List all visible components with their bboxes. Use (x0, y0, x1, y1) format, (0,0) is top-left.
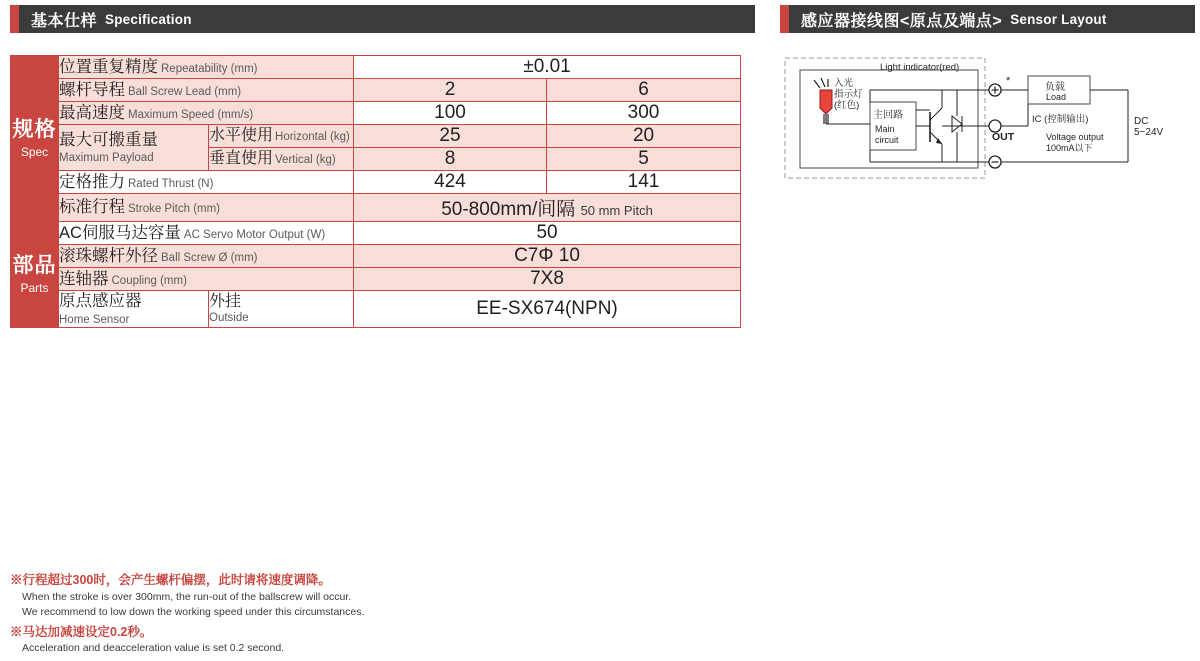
label-cn: 标准行程 (59, 198, 125, 216)
accent-bar (780, 5, 789, 33)
spec-header-body (19, 5, 755, 33)
out-label: OUT (992, 131, 1015, 143)
sensor-section-header (780, 5, 1195, 33)
main-circuit-cn: 主回路 (873, 110, 903, 121)
value-ac-servo-motor-output: 50 (354, 222, 741, 245)
label-en: Rated Thrust (N) (128, 177, 214, 190)
value-repeatability: ±0.01 (354, 56, 741, 79)
voltage-output-line2: 100mA以下 (1046, 143, 1093, 153)
row-sublabel-outside (209, 291, 354, 328)
label-cn: 定格推力 (59, 172, 125, 191)
specification-table-wrapper (10, 55, 740, 328)
row-label-repeatability (59, 56, 354, 79)
sensor-title-en: Sensor Layout (1010, 11, 1107, 27)
sensor-wiring-diagram (780, 50, 1195, 210)
label-en: AC Servo Motor Output (W) (183, 228, 326, 241)
label-cn: 连轴器 (59, 269, 109, 288)
footnote-2-en-line1: Acceleration and deacceleration value is set 0.2 second. (22, 642, 285, 655)
value-vertical-b: 5 (547, 148, 741, 171)
value-horizontal-a: 25 (354, 125, 547, 148)
sensor-title-cn: 感应器接线图<原点及端点> (801, 12, 1003, 30)
led-indicator-icon (814, 78, 832, 124)
value-ball-screw-diameter: C7Φ 10 (354, 245, 741, 268)
load-cn: 负载 (1045, 82, 1065, 93)
value-maximum-speed-b: 300 (547, 102, 741, 125)
footnote-1-en-line1: When the stroke is over 300mm, the run-out of the ballscrew will occur. (22, 590, 352, 603)
label-en: Ball Screw Lead (mm) (128, 85, 242, 98)
sublabel-en: Vertical (kg) (275, 154, 336, 167)
row-label-maximum-speed (59, 102, 354, 125)
row-label-ball-screw-diameter (59, 245, 354, 268)
row-label-stroke-pitch (59, 194, 354, 222)
value-maximum-speed-a: 100 (354, 102, 547, 125)
table-row (11, 171, 741, 194)
spec-section-header (10, 5, 755, 33)
spec-title-en: Specification (105, 11, 192, 27)
label-cn: AC伺服马达容量 (59, 223, 181, 242)
voltage-output-line1: Voltage output (1046, 132, 1104, 142)
side-label-parts-cn: 部品 (12, 254, 57, 278)
value-stroke-pitch (354, 194, 741, 222)
table-row (11, 291, 741, 328)
side-label-parts (11, 222, 59, 328)
main-circuit-en1: Main (875, 124, 895, 134)
value-stroke-pitch-suffix: 50 mm Pitch (580, 203, 653, 218)
light-indicator-label-en: Light indicator(red) (880, 62, 960, 73)
specification-table (10, 55, 741, 328)
table-row (11, 245, 741, 268)
table-row (11, 268, 741, 291)
value-ball-screw-lead-a: 2 (354, 79, 547, 102)
value-rated-thrust-b: 141 (547, 171, 741, 194)
label-en: Stroke Pitch (mm) (128, 203, 221, 215)
footnote-1 (10, 572, 750, 620)
value-ball-screw-lead-b: 6 (547, 79, 741, 102)
label-en: Coupling (mm) (111, 274, 187, 287)
label-en: Home Sensor (59, 313, 130, 326)
table-row (11, 194, 741, 222)
side-label-spec-en: Spec (20, 144, 49, 159)
sublabel-cn: 垂直使用 (209, 150, 274, 168)
row-sublabel-vertical (209, 148, 354, 171)
label-cn: 螺杆导程 (59, 80, 125, 99)
footnote-1-en-line2: We recommend to low down the working speed under this circumstances. (22, 605, 365, 618)
label-en: Ball Screw Ø (mm) (161, 251, 258, 264)
value-home-sensor: EE-SX674(NPN) (354, 291, 741, 328)
label-cn: 最大可搬重量 (59, 130, 158, 149)
table-row (11, 125, 741, 148)
transistor-icon (916, 90, 942, 162)
dc-label-line1: DC (1134, 116, 1149, 127)
sublabel-cn: 水平使用 (209, 127, 274, 145)
label-en: Maximum Payload (59, 152, 154, 165)
value-rated-thrust-a: 424 (354, 171, 547, 194)
value-vertical-a: 8 (354, 148, 547, 171)
ic-label: IC (控制输出) (1032, 114, 1089, 125)
asterisk-mark: * (1006, 75, 1011, 87)
label-cn: 位置重复精度 (59, 57, 158, 76)
spec-title-cn: 基本仕样 (31, 12, 98, 30)
row-label-coupling (59, 268, 354, 291)
side-label-spec (11, 56, 59, 222)
row-label-ac-servo-motor-output (59, 222, 354, 245)
sublabel-cn: 外挂 (209, 293, 242, 310)
footnote-1-cn: ※行程超过300时，会产生螺杆偏摆，此时请将速度调降。 (10, 573, 331, 587)
value-stroke-pitch-main: 50-800mm/间隔 (441, 199, 576, 220)
side-label-spec-cn: 规格 (12, 118, 57, 142)
load-en: Load (1046, 92, 1067, 102)
label-cn: 原点感应器 (59, 292, 142, 310)
dc-label-line2: 5~24V (1134, 127, 1164, 138)
accent-bar (10, 5, 19, 33)
light-in-label-cn2: 指示灯 (834, 89, 863, 100)
sublabel-en: Horizontal (kg) (275, 131, 350, 144)
table-row (11, 222, 741, 245)
main-circuit-en2: circuit (875, 135, 899, 145)
label-cn: 最高速度 (59, 103, 125, 122)
label-en: Repeatability (mm) (161, 62, 258, 75)
light-in-label-cn: 入光 (834, 78, 854, 89)
table-row (11, 102, 741, 125)
table-row (11, 79, 741, 102)
sensor-diagram-svg (780, 50, 1195, 210)
row-label-ball-screw-lead (59, 79, 354, 102)
row-label-maximum-payload (59, 125, 209, 171)
value-horizontal-b: 20 (547, 125, 741, 148)
sensor-header-body (789, 5, 1195, 33)
row-sublabel-horizontal (209, 125, 354, 148)
footnote-2-cn: ※马达加减速设定0.2秒。 (10, 624, 153, 639)
row-label-rated-thrust (59, 171, 354, 194)
sublabel-en: Outside (209, 312, 249, 325)
label-en: Maximum Speed (mm/s) (128, 108, 254, 121)
row-label-home-sensor (59, 291, 209, 328)
footnote-2 (10, 624, 750, 657)
side-label-parts-en: Parts (20, 280, 49, 295)
footnotes (10, 572, 750, 661)
label-cn: 滚珠螺杆外径 (59, 246, 158, 265)
value-coupling: 7X8 (354, 268, 741, 291)
table-row (11, 56, 741, 79)
light-in-label-cn3: (红色) (834, 100, 860, 111)
